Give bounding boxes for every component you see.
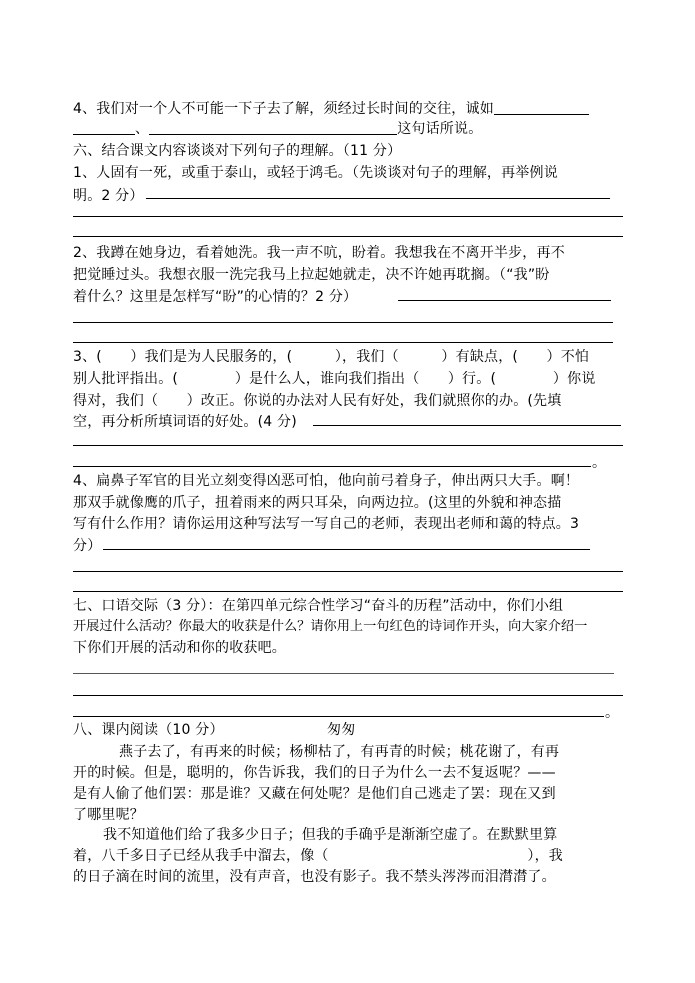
answer-line[interactable] [73, 466, 591, 467]
p1-line4: 了哪里呢？ [73, 807, 144, 823]
q4-line3: 写有什么作用？请你运用这种写法写一写自己的老师，表现出老师和蔼的特点。3 [73, 516, 580, 532]
section-8-heading: 八、课内阅读（10 分） [73, 722, 224, 738]
p1-line3: 是有人偷了他们罢：那是谁？又藏在何处呢？是他们自己逃走了罢：现在又到 [73, 786, 556, 802]
q1-line2-text: 明。2 分） [73, 188, 144, 204]
answer-line[interactable] [73, 445, 623, 446]
q2-line2: 把觉睡过头。我想衣服一洗完我马上拉起她就走，决不许她再耽搁。（“我”盼 [73, 267, 550, 283]
p1-line1: 燕子去了，有再来的时候；杨柳枯了，有再青的时候；桃花谢了，有再 [119, 744, 560, 760]
answer-line[interactable] [73, 216, 623, 217]
answer-line[interactable] [146, 198, 610, 199]
q3-line2: 别人批评指出。( ）是什么人，谁向我们指出（ ）行。( ）你说 [73, 371, 596, 387]
q2-line1: 2、我蹲在她身边，看着她洗。我一声不吭，盼着。我想我在不离开半步，再不 [73, 245, 565, 261]
q3-line1: 3、( ）我们是为人民服务的，( ），我们（ ）有缺点，( ）不怕 [73, 349, 590, 365]
q3-end-mark: 。 [592, 455, 607, 471]
section-7-line3: 下你们开展的活动和你的收获吧。 [73, 640, 286, 656]
answer-line[interactable] [73, 716, 604, 717]
q3-line4: 空，再分析所填词语的好处。(4 分) [73, 414, 297, 430]
q6-4-line1 [73, 100, 589, 118]
q4-line2: 那双手就像鹰的爪子，扭着雨来的两只耳朵，向两边拉。(这里的外貌和神态描 [73, 495, 562, 511]
section-7-end-mark: 。 [605, 705, 620, 721]
section-6-heading: 六、结合课文内容谈谈对下列句子的理解。（11 分） [73, 143, 402, 159]
p2-line1: 我不知道他们给了我多少日子；但我的手确乎是渐渐空虚了。在默默里算 [103, 827, 558, 843]
q1-line2 [73, 187, 144, 205]
q1-line1: 1、人固有一死，或重于泰山，或轻于鸿毛。（先谈谈对句子的理解，再举例说 [73, 165, 558, 181]
q6-4-end-text: 这句话所说。 [397, 121, 483, 137]
q2-line3: 着什么？这里是怎样写“盼”的心情的？2 分） [73, 289, 358, 305]
answer-line[interactable] [73, 695, 623, 696]
q3-line3: 得对，我们（ ）改正。你说的办法对人民有好处，我们就照你的办。(先填 [73, 393, 562, 409]
answer-blank[interactable] [494, 100, 589, 115]
answer-line[interactable] [73, 322, 613, 323]
answer-line[interactable] [103, 549, 590, 550]
p2-line2: 着，八千多日子已经从我手中溜去，像（ ），我 [73, 848, 563, 864]
answer-blank[interactable] [149, 120, 397, 135]
p2-line3: 的日子滴在时间的流里，没有声音，也没有影子。我不禁头涔涔而泪潸潸了。 [73, 869, 556, 885]
q4-line4: 分） [73, 538, 102, 554]
answer-line[interactable] [398, 300, 611, 301]
q6-4-line2 [73, 120, 482, 138]
answer-line[interactable] [73, 673, 614, 674]
answer-line[interactable] [73, 236, 623, 237]
q6-4-text: 4、我们对一个人不可能一下子去了解，须经过长时间的交往，诚如 [73, 101, 494, 117]
answer-blank[interactable] [73, 120, 135, 135]
q4-line1: 4、扁鼻子军官的目光立刻变得凶恶可怕，他向前弓着身子，伸出两只大手。啊！ [73, 473, 580, 489]
separator-text: 、 [135, 121, 150, 137]
answer-line[interactable] [73, 571, 623, 572]
section-7-line1: 七、口语交际（3 分）：在第四单元综合性学习“奋斗的历程”活动中，你们小组 [73, 598, 564, 614]
p1-line2: 开的时候。但是，聪明的，你告诉我，我们的日子为什么一去不复返呢？—— [73, 765, 556, 781]
answer-line[interactable] [73, 342, 613, 343]
answer-line[interactable] [73, 591, 623, 592]
answer-line[interactable] [313, 425, 621, 426]
reading-title: 匆匆 [327, 722, 356, 738]
section-7-line2: 开展过什么活动？你最大的收获是什么？请你用上一句红色的诗词作开头，向大家介绍一 [73, 619, 588, 634]
